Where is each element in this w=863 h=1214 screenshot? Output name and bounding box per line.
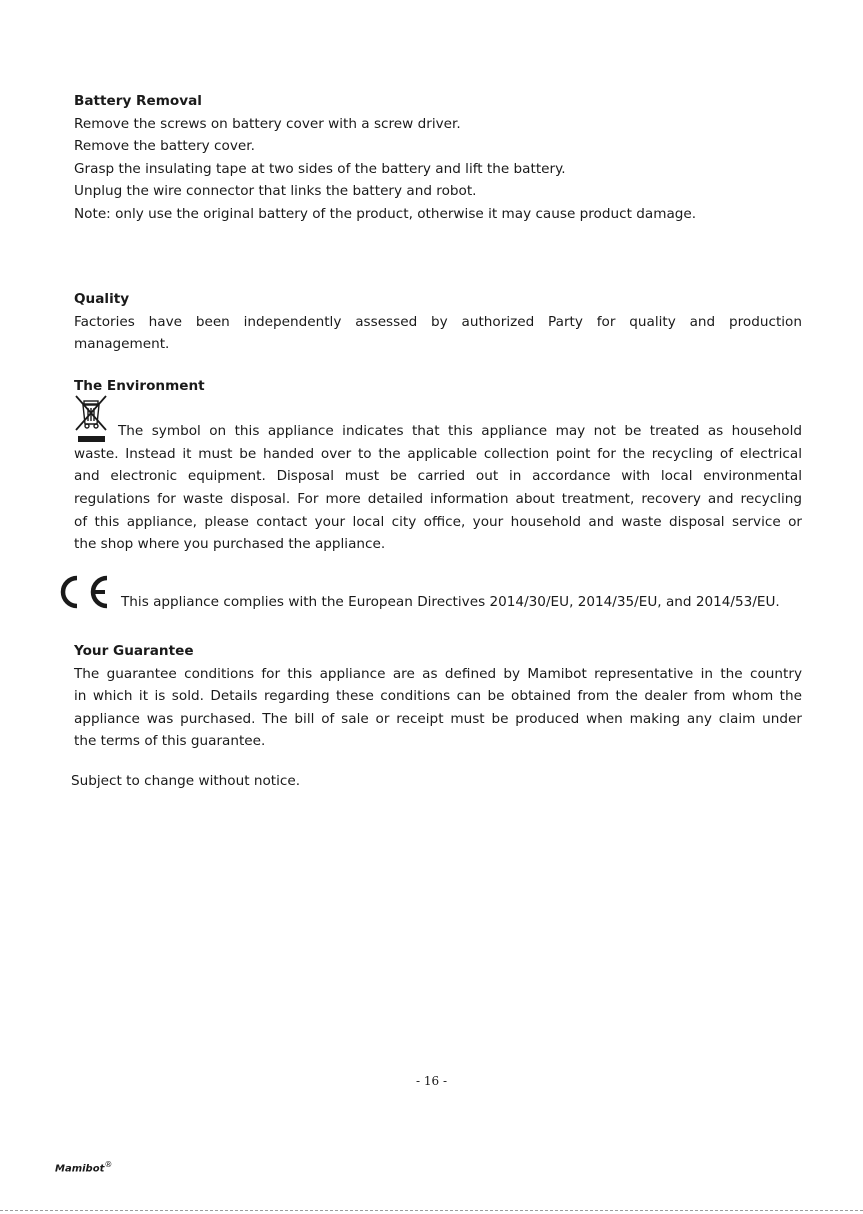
guarantee-heading: Your Guarantee — [74, 643, 194, 659]
battery-step: Remove the screws on battery cover with a screw driver. — [74, 115, 461, 132]
crossed-out-wheelie-bin-icon — [74, 394, 108, 444]
battery-removal-heading: Battery Removal — [74, 93, 202, 109]
page-bottom-rule — [0, 1210, 863, 1211]
registered-mark: ® — [104, 1160, 113, 1169]
battery-step: Remove the battery cover. — [74, 138, 255, 155]
brand-name: Mamibot — [55, 1163, 105, 1175]
quality-text-line: Factories have been independently assessed by authorized Party for quality and production — [74, 313, 802, 330]
page-number: - 16 - — [415, 1074, 447, 1088]
battery-step: Grasp the insulating tape at two sides of the battery and lift the battery. — [74, 160, 566, 177]
ce-compliance-text: This appliance complies with the European Directives 2014/30/EU, 2014/35/EU, and 2014/53/EU. — [121, 594, 780, 610]
environment-text-line: of this appliance, please contact your local city office, your household and waste disposal service or — [74, 513, 802, 530]
guarantee-text-line: The guarantee conditions for this appliance are as defined by Mamibot representative in the country — [74, 665, 802, 682]
environment-text-line: regulations for waste disposal. For more detailed information about treatment, recovery and recycling — [74, 490, 802, 507]
environment-section — [74, 375, 802, 556]
environment-heading: The Environment — [74, 378, 205, 394]
guarantee-text-line: in which it is sold. Details regarding these conditions can be obtained from the dealer from whom the — [74, 688, 802, 705]
environment-text-line: and electronic equipment. Disposal must be carried out in accordance with local environmental — [74, 468, 802, 485]
quality-heading: Quality — [74, 291, 130, 307]
ce-compliance — [55, 572, 803, 612]
brand-logo — [55, 1160, 112, 1174]
quality-section — [74, 288, 802, 356]
change-notice: Subject to change without notice. — [71, 773, 301, 789]
battery-step: Unplug the wire connector that links the battery and robot. — [74, 183, 477, 200]
battery-removal-section — [74, 90, 802, 226]
battery-note: Note: only use the original battery of the product, otherwise it may cause product damage. — [74, 205, 697, 222]
environment-text-line: The symbol on this appliance indicates that this appliance may not be treated as household — [118, 423, 802, 440]
environment-text-line: the shop where you purchased the appliance. — [74, 536, 386, 553]
environment-text-line: waste. Instead it must be handed over to the applicable collection point for the recycling of electrical — [74, 445, 802, 462]
ce-mark-icon — [55, 572, 113, 612]
quality-text-line: management. — [74, 336, 170, 353]
guarantee-text-line: the terms of this guarantee. — [74, 733, 266, 750]
guarantee-section — [74, 640, 802, 753]
guarantee-text-line: appliance was purchased. The bill of sale or receipt must be produced when making any claim under — [74, 710, 802, 727]
